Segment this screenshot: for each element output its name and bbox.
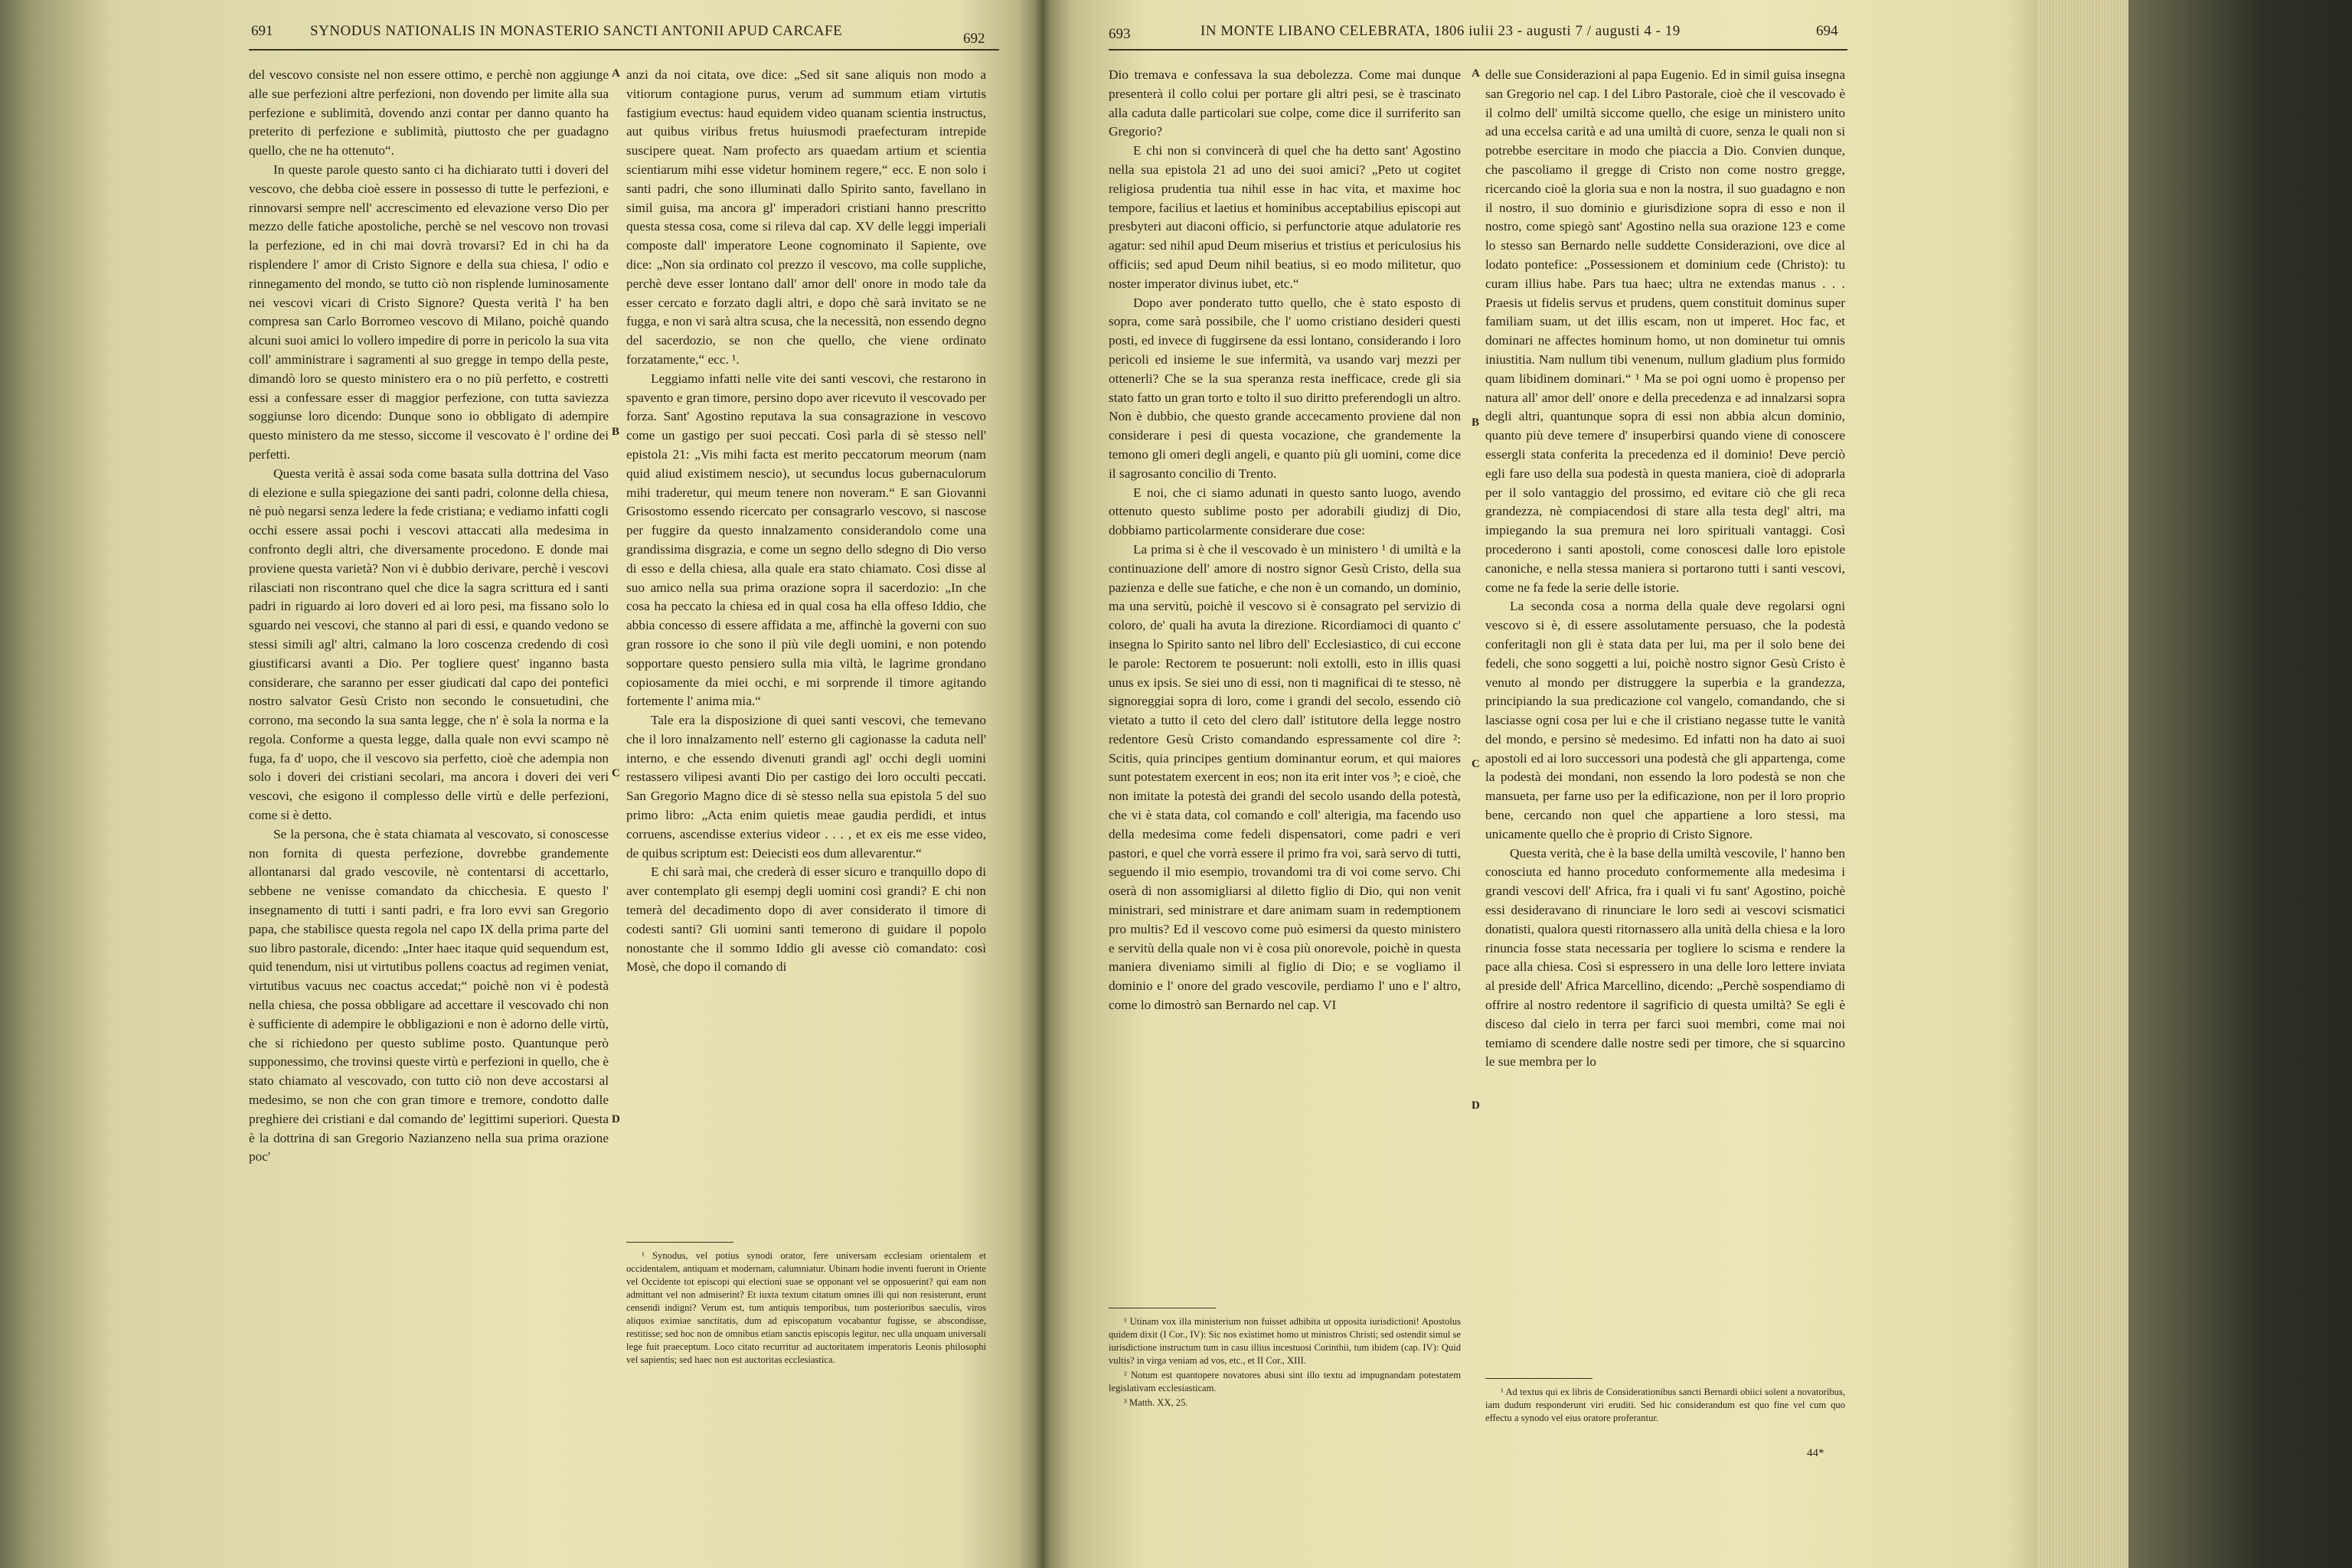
footnote-rule bbox=[626, 1242, 733, 1243]
signature-mark: 44* bbox=[1807, 1447, 1824, 1459]
paragraph: del vescovo consiste nel non essere ottimo, e perchè non aggiunge alle sue perfezioni altre perfezioni, non dovendo per limite alla sua perfezione e sublimità, dovendo anzi contar per danno quanto ha preterito di perfezione e sublimità, piuttosto che per guadagno quello, che ne ha ottenuto“. bbox=[249, 67, 609, 158]
page-number-691: 691 bbox=[251, 23, 273, 39]
right-header-rule bbox=[1109, 49, 1847, 51]
left-column-2 bbox=[626, 66, 986, 977]
paragraph: La seconda cosa a norma della quale deve regolarsi ogni vescovo si è, di essere assolutamente persuaso, che la podestà conferitagli non gli è stata data per lui, ma per il solo bene dei fedeli, che sono soggetti a lui, poichè nostro signor Gesù Cristo è venuto al mondo per distruggere la superbia e la grandezza, principiando la sua predicazione col vangelo, comandando, che si lasciasse ogni cosa per lui e che il cristiano negasse tutte le vanità del mondo, e persino sè medesimo. Ed infatti non ha dato ai suoi apostoli ed ai loro successori una podestà che gli appartenga, come la podestà dei mondani, non essendo la loro podestà se non che mansueta, per farne uso per la edificazione, non per il loro proprio bene, cercando non quel che appartiene a loro stessi, ma unicamente quello che è proprio di Cristo Signore. bbox=[1485, 599, 1845, 841]
paragraph: In queste parole questo santo ci ha dichiarato tutti i doveri del vescovo, che debba cioè essere in possesso di tutte le perfezioni, e rinnovarsi sempre nell' accrescimento ed elevazione verso Dio per mezzo delle fatiche apostoliche, perchè se nel vescovo non trovasi la perfezione, ed in chi mai dovrà trovarsi? Ed in chi ha da risplendere l' amor di Cristo Signore e della sua chiesa, l' odio e rinnegamento del mondo, se tutto ciò non risplende luminosamente nei vescovi vicari di Cristo Signore? Questa verità l' ha ben compresa san Carlo Borromeo vescovo di Milano, poichè quando alcuni suoi amici lo vollero impedire di porre in pericolo la sua vita coll' amministrare i sagramenti al suo gregge in tempo della peste, dimandò loro se questo ministero era o no più perfetto, e costretti essi a confessare esser di maggior perfezione, con tutta saviezza soggiunse loro dicendo: Dunque sono io obbligato di adempire questo ministero da me stesso, siccome il vescovato è l' ordine dei perfetti. bbox=[249, 162, 609, 462]
section-marker-c: C bbox=[612, 767, 620, 779]
paragraph: E chi non si convincerà di quel che ha detto sant' Agostino nella sua epistola 21 ad uno dei suoi amici? „Peto ut cogitet religiosa prudentia tua nihil esse in hac vita, et maxime hoc tempore, facilius et laetius et hominibus acceptabilius episcopi aut presbyteri aut diaconi officio, si perfunctorie atque adulatorie res agatur: sed nihil apud Deum miserius et tristius et periculosius his officiis; sed apud Deum nihil beatius, si eo modo militetur, quo noster imperator divinus iubet, etc.“ bbox=[1109, 143, 1461, 291]
right-col2-footnotes bbox=[1485, 1386, 1845, 1426]
left-running-head: SYNODUS NATIONALIS IN MONASTERIO SANCTI ANTONII APUD CARCAFE bbox=[310, 23, 843, 39]
section-marker-a: A bbox=[1472, 67, 1480, 80]
book-cover-edge bbox=[2128, 0, 2352, 1568]
paragraph: anzi da noi citata, ove dice: „Sed sit sane aliquis non modo a vitiorum contagione purus, verum ad summum etiam virtutis fastigium evectus: haud equidem video quanam scientia instructus, aut quibus viribus fretus huiusmodi praefecturam intrepide suscipere queat. Nam profecto ars quaedam artium et scientia scientiarum mihi esse videtur hominem regere,“ ecc. E non solo i santi padri, che sono illuminati dallo Spirito santo, favellano in simil guisa, ma ancora gl' imperadori cristiani hanno prescritto questa stessa cosa, come si rileva dal cap. XV delle leggi imperiali composte dall' imperatore Leone cognominato il Sapiente, ove dice: „Non sia ordinato col prezzo il vescovo, ma colle suppliche, perchè deve esser lontano dall' amor dell' onore in modo tale da esser cercato e forzato dagli altri, e dopo chè sarà invitato se ne fugga, e non vi sarà altra scusa, che la necessità, non essendo degno del sacerdozio, se non che quello, che viene ordinato forzatamente,“ ecc. ¹. bbox=[626, 67, 986, 367]
footnote: ³ Matth. XX, 25. bbox=[1124, 1397, 1188, 1408]
right-column-1 bbox=[1109, 66, 1461, 1015]
left-header-rule bbox=[249, 49, 999, 51]
paragraph: Dopo aver ponderato tutto quello, che è stato esposto di sopra, come sarà possibile, che l' uomo cristiano desideri questi posti, ed invece di fuggirsene da essi lontano, considerando i loro pericoli ed insieme le sue infermità, va usando varj mezzi per ottenerli? Che se la sua speranza resta inefficace, crede gli sia stato fatto un gran torto e tolto il suo diritto preferendogli un altro. Non è dubbio, che questo grande accecamento proviene dal non considerare i pesi di questa vocazione, che grandemente la temono gli omeri degli angeli, e quanto più gli uomini, come dice il sagrosanto concilio di Trento. bbox=[1109, 295, 1461, 481]
section-marker-a: A bbox=[612, 67, 620, 80]
section-marker-d: D bbox=[612, 1113, 620, 1125]
paragraph: delle sue Considerazioni al papa Eugenio. Ed in simil guisa insegna san Gregorio nel cap. I del Libro Pastorale, cioè che il vescovado è il colmo dell' umiltà siccome quello, che esige un ministero unito ad una eccelsa carità e ad una umiltà di cuore, senza le quali non si potrebbe esercitare in modo che piaccia a Dio. Convien dunque, che pascoliamo il gregge di Cristo non come nostro gregge, ricercando cioè la gloria sua e non la nostra, il suo guadagno e non il nostro, il suo dominio e giurisdizione sopra di esso e non il nostro, come spiegò sant' Agostino nella sua orazione 123 e come lo stesso san Bernardo nelle suddette Considerazioni, ove dice al lodato pontefice: „Possessionem et dominium cede (Christo): tu curam illius habe. Pars tua haec; ultra ne extendas manus . . . Praesis ut fidelis servus et prudens, quem constituit dominus super familiam suam, ut det illis escam, non ut imperet. Hoc fac, et dominari ne affectes hominum homo, ut non dominetur tui omnis iniustitia. Nam nullum tibi venenum, nullum gladium plus formido quam libidinem dominari.“ ¹ Ma se poi ogni uomo è propenso per natura all' amor dell' onore e della precedenza e ad innalzarsi sopra degli altri, quantunque sopra di essi non abbia alcun dominio, quanto più deve temere d' insuperbirsi quando viene di conoscere essergli stata conferita la precedenza ed il dominio! Deve perciò egli fare uso della sua podestà in questa maniera, cioè di adoprarla per il solo vantaggio del prossimo, ed evitare ciò che gli reca grandezza, nè compiacendosi di stare alla testa degl' altri, ma impiegando la sua premura nei loro spirituali vantaggi. Così procederono i santi apostoli, come conoscesi dalle loro epistole canoniche, e nella stessa maniera si portarono tutti i santi vescovi, come ne fa fede la serie delle istorie. bbox=[1485, 67, 1845, 595]
paragraph: Leggiamo infatti nelle vite dei santi vescovi, che restarono in spavento e gran timore, persino dopo aver ricevuto il vescovado per forza. Sant' Agostino reputava la sua consagrazione in vescovo come un gastigo per suoi peccati. Così parla di sè stesso nell' epistola 21: „Vis mihi facta est merito peccatorum meorum (nam quid aliud existimem nescio), ut secundus locus gubernaculorum mihi traderetur, qui meum tenere non noveram.“ E san Giovanni Grisostomo essendo ricercato per consagrarlo vescovo, si nascose per fuggire da questo innalzamento considerandolo come una grandissima disgrazia, e come un segno dello sdegno di Dio verso di esso e della chiesa, alla quale era stato chiamato. Così disse al suo amico nella sua prima orazione sopra il sacerdozio: „In che cosa ha peccato la chiesa ed in qual cosa ha ella offeso Iddio, che abbia concesso di essere affidata a me, affinchè la governi con suo gran rossore io che sono il più vile degli uomini, e non potendo sopportare questo pensiero sulla mia viltà, le lagrime grondano copiosamente da miei occhi, e mi sorprende il timore agitando fortemente l' anima mia.“ bbox=[626, 371, 986, 709]
paragraph: Tale era la disposizione di quei santi vescovi, che temevano che il loro innalzamento nell' esterno gli cagionasse la caduta nell' interno, e che essendo divenuti grandi agl' occhi degli uomini restassero vilipesi avanti Dio per castigo dei loro occulti peccati. San Gregorio Magno dice di sè stesso nella sua epistola 5 del suo primo libro: „Acta enim quietis meae gaudia perdidi, et intus corruens, ascendisse exterius videor . . . , et ex eis me esse video, de quibus scriptum est: Deiecisti eos dum allevarentur.“ bbox=[626, 713, 986, 861]
left-column-1 bbox=[249, 66, 609, 1167]
paragraph: Se la persona, che è stata chiamata al vescovato, si conoscesse non fornita di questa perfezione, dovrebbe grandemente allontanarsi dal grado vescovile, nè contentarsi di accettarlo, sebbene ne venisse comandato da chicchesia. E questo l' insegnamento di tutti i santi padri, e fra loro evvi san Gregorio papa, che stabilisce questa regola nel capo IX della prima parte del suo libro pastorale, dicendo: „Inter haec itaque quid sequendum est, quid tenendum, nisi ut virtutibus pollens coactus ad regimen veniat, virtutibus vacuus nec coactus accedat;“ poichè non vi è podestà nella chiesa, che possa obbligare ad accettare il vescovado chi non è sufficiente di adempire le obbligazioni e non è adorno delle virtù, che si richiedono per questo sublime posto. Quantunque però supponessimo, che trovinsi queste virtù e perfezioni in quello, che è stato chiamato al vescovado, con tutto ciò non deve accostarsi al medesimo, se non che con gran timore e tremore, condotto dalle preghiere dei cristiani e dal comando de' legittimi superiori. Questa è la dottrina di san Gregorio Nazianzeno nella sua prima orazione poc' bbox=[249, 826, 609, 1165]
footnote: ¹ Synodus, vel potius synodi orator, fere universam ecclesiam orientalem et occidentalem, antiquam et modernam, calumniatur. Ubinam hodie inventi fuerunt in Oriente vel Occidente tot episcopi qui electioni suae se opponant vel se opposuerint? qui eam non admittant vel non admiserint? Et iuxta textum citatum omnes illi qui non resisterunt, erunt censendi indigni? Verum est, tum antiquis temporibus, tum posterioribus saeculis, viros aliquos eximiae sanctitatis, dum ad episcopatum vocabantur fugisse, se abscondisse, restitisse; sed hoc non de omnibus etiam sanctis episcopis legitur, nec ulla unquam universali lege fuit praeceptum. Loco citato recurritur ad auctoritatem imperatoris Leonis philosophi vel sapientis; sed haec non est auctoritas ecclesiastica. bbox=[626, 1250, 986, 1365]
footnote: ¹ Utinam vox illa ministerium non fuisset adhibita ut opposita iurisdictioni! Apostolus quidem dixit (I Cor., IV): Sic nos existimet homo ut ministros Christi; sed ostendit simul se iurisdictione instructum tum in casu illius incestuosi Corinthii, tum ibidem (cap. IV): Quid vultis? in virga veniam ad vos, etc., et II Cor., XIII. bbox=[1109, 1316, 1462, 1366]
paragraph: E chi sarà mai, che crederà di esser sicuro e tranquillo dopo di aver contemplato gli esempj degli uomini così grandi? E chi non temerà del decadimento dopo di aver considerato il timore di codesti santi? Gli uomini santi temerono di guidare il popolo nonostante che il sommo Iddio gli avesse ciò comandato: così Mosè, che dopo il comando di bbox=[626, 864, 986, 975]
page-number-694: 694 bbox=[1816, 23, 1838, 39]
section-marker-b: B bbox=[1472, 416, 1480, 429]
paragraph: Questa verità è assai soda come basata sulla dottrina del Vaso di elezione e sulla spiegazione dei santi padri, colonne della chiesa, nè può negarsi senza ledere la fede cristiana; e vediamo infatti cogli occhi essere assai pochi i vescovi attaccati alla medesima in confronto degli altri, che diversamente procedono. E donde mai proviene questa varietà? Non vi è dubbio derivare, perchè i vescovi rilasciati non riscontrano quel che dice la sagra scrittura ed i santi padri in riguardo ai loro doveri ed ai loro pesi, ma fissano solo lo sguardo nei vescovi, che stanno al pari di essi, e quando vedono se stessi simili agl' altri, calmano la loro coscenza credendo di così giustificarsi avanti a Dio. Per togliere quest' inganno basta considerare, che saranno per esser giudicati dal capo dei pontefici nostro salvator Gesù Cristo non secondo le consuetudini, che corrono, ma secondo la sua santa legge, che n' è sola la norma e la regola. Conforme a questa legge, dalla quale non evvi scampo nè fuga, fa d' uopo, che il vescovo sia perfetto, cioè che adempia non solo i doveri dei cristiani secolari, ma ancora i doveri dei veri vescovi, che esigono il complesso delle virtù e delle perfezioni, come si è detto. bbox=[249, 466, 609, 823]
paragraph: E noi, che ci siamo adunati in questo santo luogo, avendo ottenuto questo sublime posto per adorabili giudizj di Dio, dobbiamo particolarmente considerare due cose: bbox=[1109, 485, 1461, 538]
right-col1-footnotes bbox=[1109, 1315, 1461, 1411]
right-page bbox=[1041, 0, 2037, 1568]
page-edges bbox=[2037, 0, 2128, 1568]
paragraph: La prima si è che il vescovado è un ministero ¹ di umiltà e la continuazione dell' amore di nostro signor Gesù Cristo, della sua pazienza e delle sue fatiche, e che non è un comando, un dominio, ma una servitù, poichè il vescovo si è consagrato pel servizio di coloro, de' quali ha avuta la direzione. Ricordiamoci di quanto c' insegna lo Spirito santo nel libro dell' Ecclesiastico, di cui eccone le parole: Rectorem te posuerunt: noli extolli, esto in illis quasi unus ex ipsis. Se siei uno di essi, non ti magnificai di te stesso, nè signoreggiai sopra di loro, come i grandi del secolo, essendo ciò vietato a tutto il ceto del clero dall' istitutore della legge nostro redentore Gesù Cristo comandando espressamente col dire ²: Scitis, quia principes gentium dominantur eorum, et qui maiores sunt potestatem exercent in eos; non ita erit inter vos ³; e cioè, che non imitate la potestà dei grandi del secolo usando della potestà, che vi è stata data, col comando e coll' alterigia, ma facendo uso della medesima come fedeli dispensatori, come padri e veri pastori, e quel che vorrà essere il primo fra voi, sarà servo di tutti, seguendo il mio esempio, trovandomi tra di voi come servo. Chi oserà di non assomigliarsi al diletto figlio di Dio, qui non venit ministrari, sed ministrare et dare animam suam in redemptionem pro multis? Ed il vescovo come può esimersi da questo ministero e servitù della quale non vi è cosa più onorevole, poichè in questa maniera diveniamo simili al figlio di Dio; e se vogliamo il dominio e l' onore del grado vescovile, perdiamo l' uno e l' altro, come lo dimostrò san Bernardo nel cap. VI bbox=[1109, 541, 1461, 1013]
right-column-2 bbox=[1485, 66, 1845, 1072]
footnote: ² Notum est quantopere novatores abusi sint illo textu ad impugnandam potestatem legislativam ecclesiasticam. bbox=[1109, 1370, 1461, 1393]
section-marker-d: D bbox=[1472, 1099, 1480, 1112]
paragraph: Dio tremava e confessava la sua debolezza. Come mai dunque presenterà il collo colui per portare gli altri pesi, se è trascinato alla caduta dalle particolari sue colpe, come dice il surriferito san Gregorio? bbox=[1109, 67, 1461, 139]
section-marker-c: C bbox=[1472, 758, 1480, 770]
left-page bbox=[0, 0, 1041, 1568]
page-number-692: 692 bbox=[963, 31, 985, 47]
footnote-rule bbox=[1485, 1378, 1592, 1379]
section-marker-b: B bbox=[612, 426, 620, 438]
left-footnotes bbox=[626, 1250, 986, 1368]
paragraph: Questa verità, che è la base della umiltà vescovile, l' hanno ben conosciuta ed hanno proceduto conformemente alla medesima i grandi vescovi dell' Africa, fra i quali vi fu sant' Agostino, poichè essi desideravano di rinunciare le loro sedi ai vescovi scismatici donatisti, qualora questi ritornassero alla unità della chiesa e la loro rinuncia fosse stata necessaria per togliere lo scisma e rendere la pace alla chiesa. Così si espressero in una delle loro lettere inviata al preside dell' Africa Marcellino, dicendo: „Perchè sospendiamo di offrire al nostro redentore il sagrificio di questa umiltà? Se egli è disceso dal cielo in terra per farci suoi membri, come mai noi temiamo di scendere dalle nostre sedi per timore, che si squarcino le sue membra per lo bbox=[1485, 845, 1845, 1070]
page-number-693: 693 bbox=[1109, 26, 1131, 42]
footnote: ¹ Ad textus qui ex libris de Considerationibus sancti Bernardi obiici solent a novatoribus, iam dudum responderunt viri eruditi. Sed hic considerandum est quo fine vel cum quo effectu a synodo vel eius oratore proferantur. bbox=[1485, 1387, 1845, 1423]
right-running-head: IN MONTE LIBANO CELEBRATA, 1806 iulii 23 - augusti 7 / augusti 4 - 19 bbox=[1200, 23, 1681, 39]
